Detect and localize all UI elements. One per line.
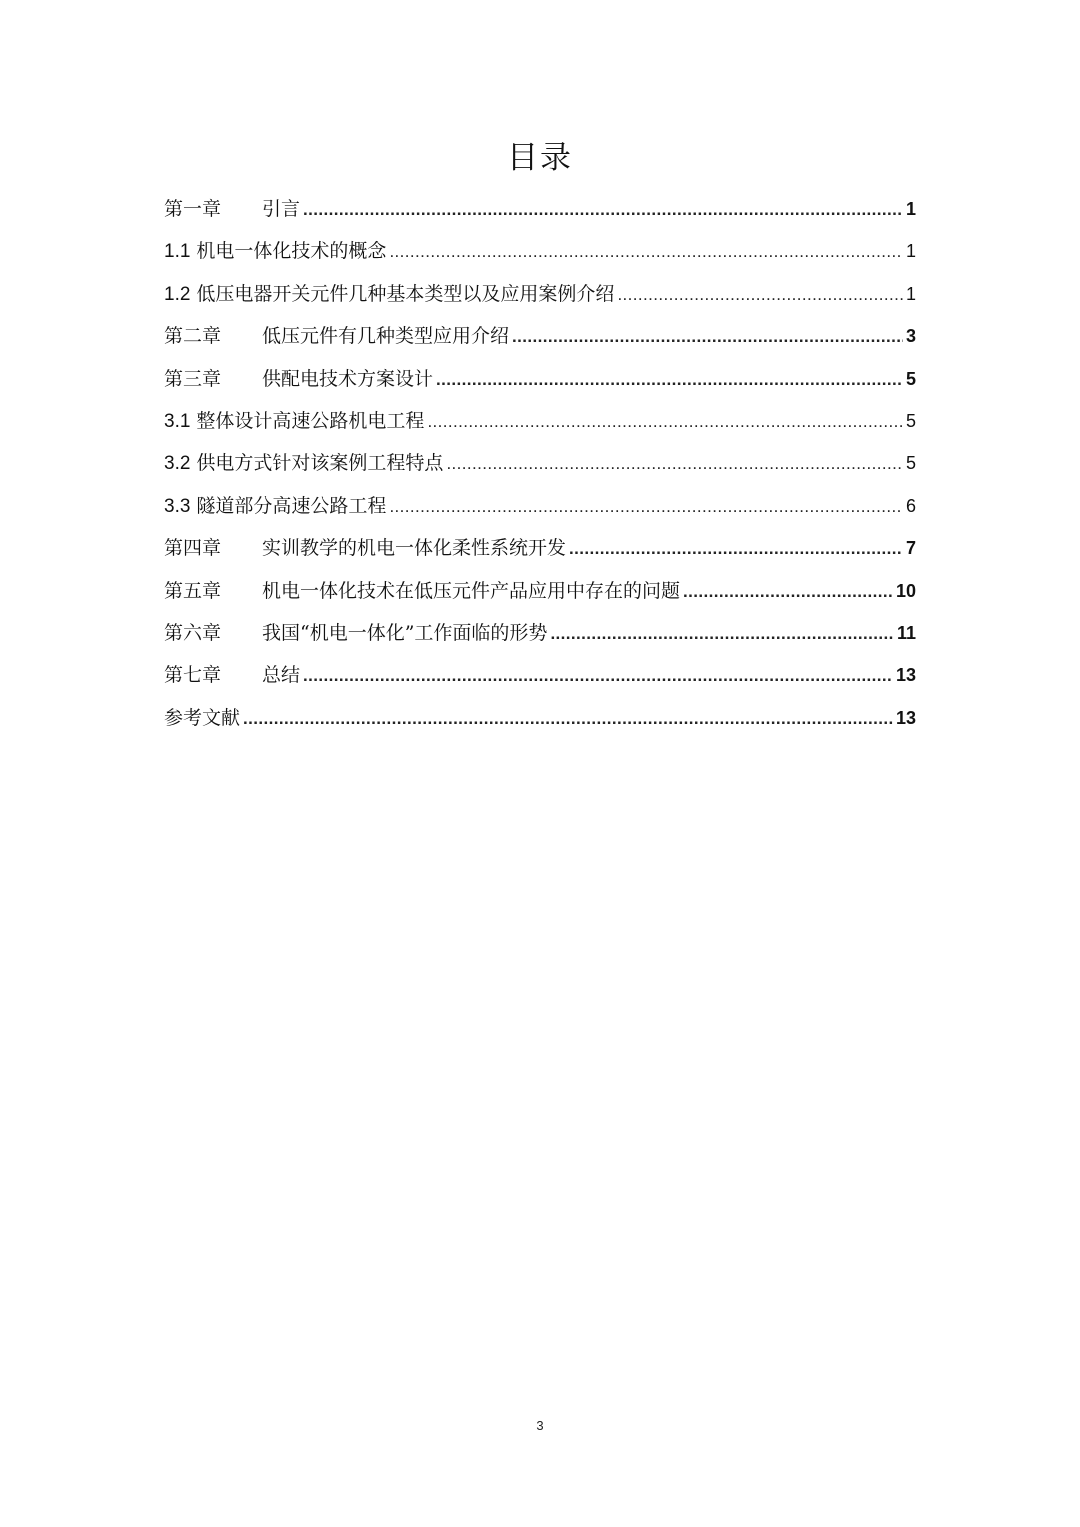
toc-entry-title: 低压元件有几种类型应用介绍: [262, 325, 510, 348]
toc-entry-page: 6: [905, 495, 916, 516]
toc-entry-number: 1.1: [164, 241, 191, 263]
toc-entry-page: 1: [905, 241, 916, 262]
toc-entry-chapter-5[interactable]: [164, 570, 916, 612]
toc-entry-number: 第六章: [164, 621, 222, 644]
toc-entry-page: 3: [905, 326, 916, 347]
toc-entry-title: 我国“机电一体化”工作面临的形势: [262, 621, 548, 644]
dot-leader: [303, 189, 903, 231]
toc-entry-title: 低压电器开关元件几种基本类型以及应用案例介绍: [196, 282, 615, 305]
dot-leader: [389, 231, 903, 273]
toc-entry-section-1-1[interactable]: [164, 230, 916, 272]
toc-entry-chapter-6[interactable]: [164, 612, 916, 654]
toc-entry-page: 11: [896, 622, 916, 643]
toc-entry-title: 参考文献: [164, 706, 241, 729]
toc-entry-chapter-4[interactable]: [164, 527, 916, 569]
dot-leader: [569, 528, 903, 570]
toc-entry-page: 5: [905, 453, 916, 474]
toc-entry-number: 第一章: [164, 198, 222, 220]
toc-entry-number: 3.3: [164, 495, 191, 517]
toc-entry-chapter-2[interactable]: [164, 315, 916, 357]
toc-entry-page: 1: [905, 283, 916, 304]
toc-entry-title: 机电一体化技术的概念: [196, 240, 387, 263]
toc-entry-page: 13: [895, 665, 916, 686]
toc-entry-number: 3.2: [164, 453, 191, 475]
page-number: 3: [536, 1418, 544, 1433]
toc-entry-page: 10: [895, 580, 916, 601]
toc-entry-page: 13: [895, 707, 916, 728]
dot-leader: [389, 486, 903, 528]
toc-entry-references[interactable]: [164, 697, 916, 739]
toc-entry-page: 1: [905, 199, 916, 219]
toc-entry-title: 引言: [262, 198, 301, 220]
toc-entry-number: 1.2: [164, 283, 191, 305]
toc-entry-chapter-7[interactable]: [164, 654, 916, 696]
toc-entry-section-3-2[interactable]: [164, 442, 916, 484]
toc-entry-section-3-3[interactable]: [164, 485, 916, 527]
dot-leader: [683, 571, 893, 613]
toc-title: 目录: [507, 140, 573, 176]
toc-entry-title: 隧道部分高速公路工程: [196, 494, 387, 517]
dot-leader: [243, 698, 893, 740]
dot-leader: [427, 401, 903, 443]
toc-entry-page: 7: [905, 538, 916, 559]
toc-entry-chapter-1[interactable]: [164, 188, 916, 230]
toc-entry-number: 第二章: [164, 325, 222, 348]
toc-entry-chapter-3[interactable]: [164, 358, 916, 400]
dot-leader: [550, 613, 894, 655]
toc-entry-title: 整体设计高速公路机电工程: [196, 409, 425, 432]
toc-entry-title: 机电一体化技术在低压元件产品应用中存在的问题: [262, 579, 681, 602]
toc-entry-number: 第五章: [164, 579, 222, 602]
dot-leader: [512, 316, 903, 358]
toc-entry-title: 供电方式针对该案例工程特点: [196, 452, 444, 475]
toc-entry-title: 总结: [262, 664, 301, 687]
toc-entry-number: 第七章: [164, 664, 222, 687]
toc-entry-number: 3.1: [164, 410, 191, 432]
toc-entry-number: 第四章: [164, 537, 222, 560]
dot-leader: [303, 655, 893, 697]
dot-leader: [436, 359, 903, 401]
table-of-contents: [164, 188, 916, 739]
toc-entry-number: 第三章: [164, 367, 222, 390]
toc-entry-title: 实训教学的机电一体化柔性系统开发: [262, 537, 567, 560]
toc-entry-section-3-1[interactable]: [164, 400, 916, 442]
toc-entry-title: 供配电技术方案设计: [262, 367, 434, 390]
dot-leader: [617, 274, 903, 316]
toc-entry-page: 5: [905, 368, 916, 389]
toc-entry-page: 5: [905, 410, 916, 431]
toc-entry-section-1-2[interactable]: [164, 273, 916, 315]
dot-leader: [446, 443, 903, 485]
